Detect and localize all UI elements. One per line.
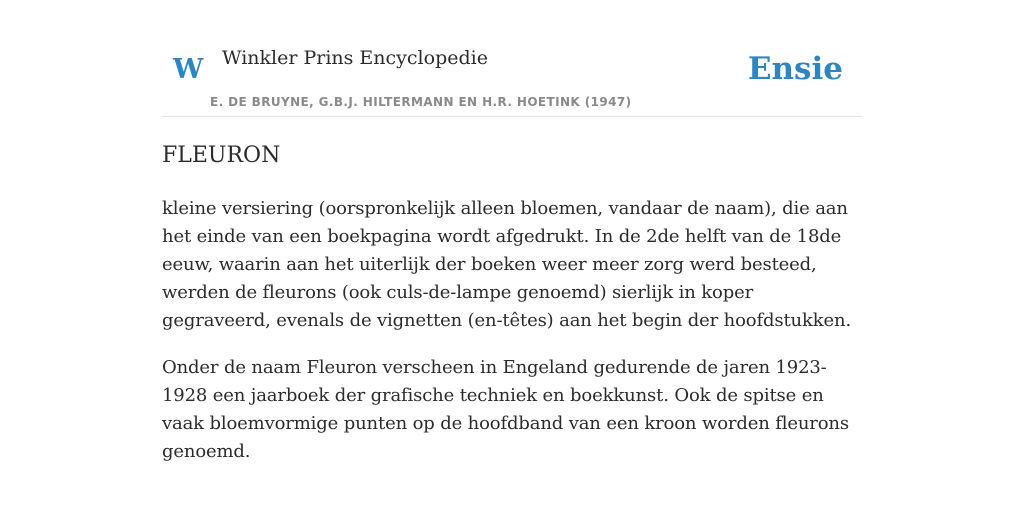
site-title[interactable]: Winkler Prins Encyclopedie (222, 47, 488, 69)
entry-title: FLEURON (162, 143, 281, 168)
page (162, 0, 862, 485)
entry-body (162, 195, 862, 466)
entry-paragraph: kleine versiering (oorspronkelijk alleen bloemen, vandaar de naam), die aan het einde van een boekpagina wordt afgedrukt. In de 2de helft van de 18de eeuw, waarin aan het uiterlijk der boeken weer meer zorg werd besteed, werden de fleurons (ook culs-de-lampe genoemd) sierlijk in koper gegraveerd, evenals de vignetten (en-têtes) aan het begin der hoofdstukken. (162, 198, 852, 331)
authors-line: E. DE BRUYNE, G.B.J. HILTERMANN EN H.R. HOETINK (1947) (210, 95, 632, 109)
winkler-prins-logo[interactable]: W (173, 54, 204, 85)
ensie-logo-link[interactable]: Ensie (747, 51, 843, 87)
header (162, 0, 862, 117)
entry-paragraph: Onder de naam Fleuron verscheen in Engeland gedurende de jaren 1923-1928 een jaarboek der grafische techniek en boekkunst. Ook de spitse en vaak bloemvormige punten op de hoofdband van een kroon worden fleurons genoemd. (162, 357, 849, 462)
